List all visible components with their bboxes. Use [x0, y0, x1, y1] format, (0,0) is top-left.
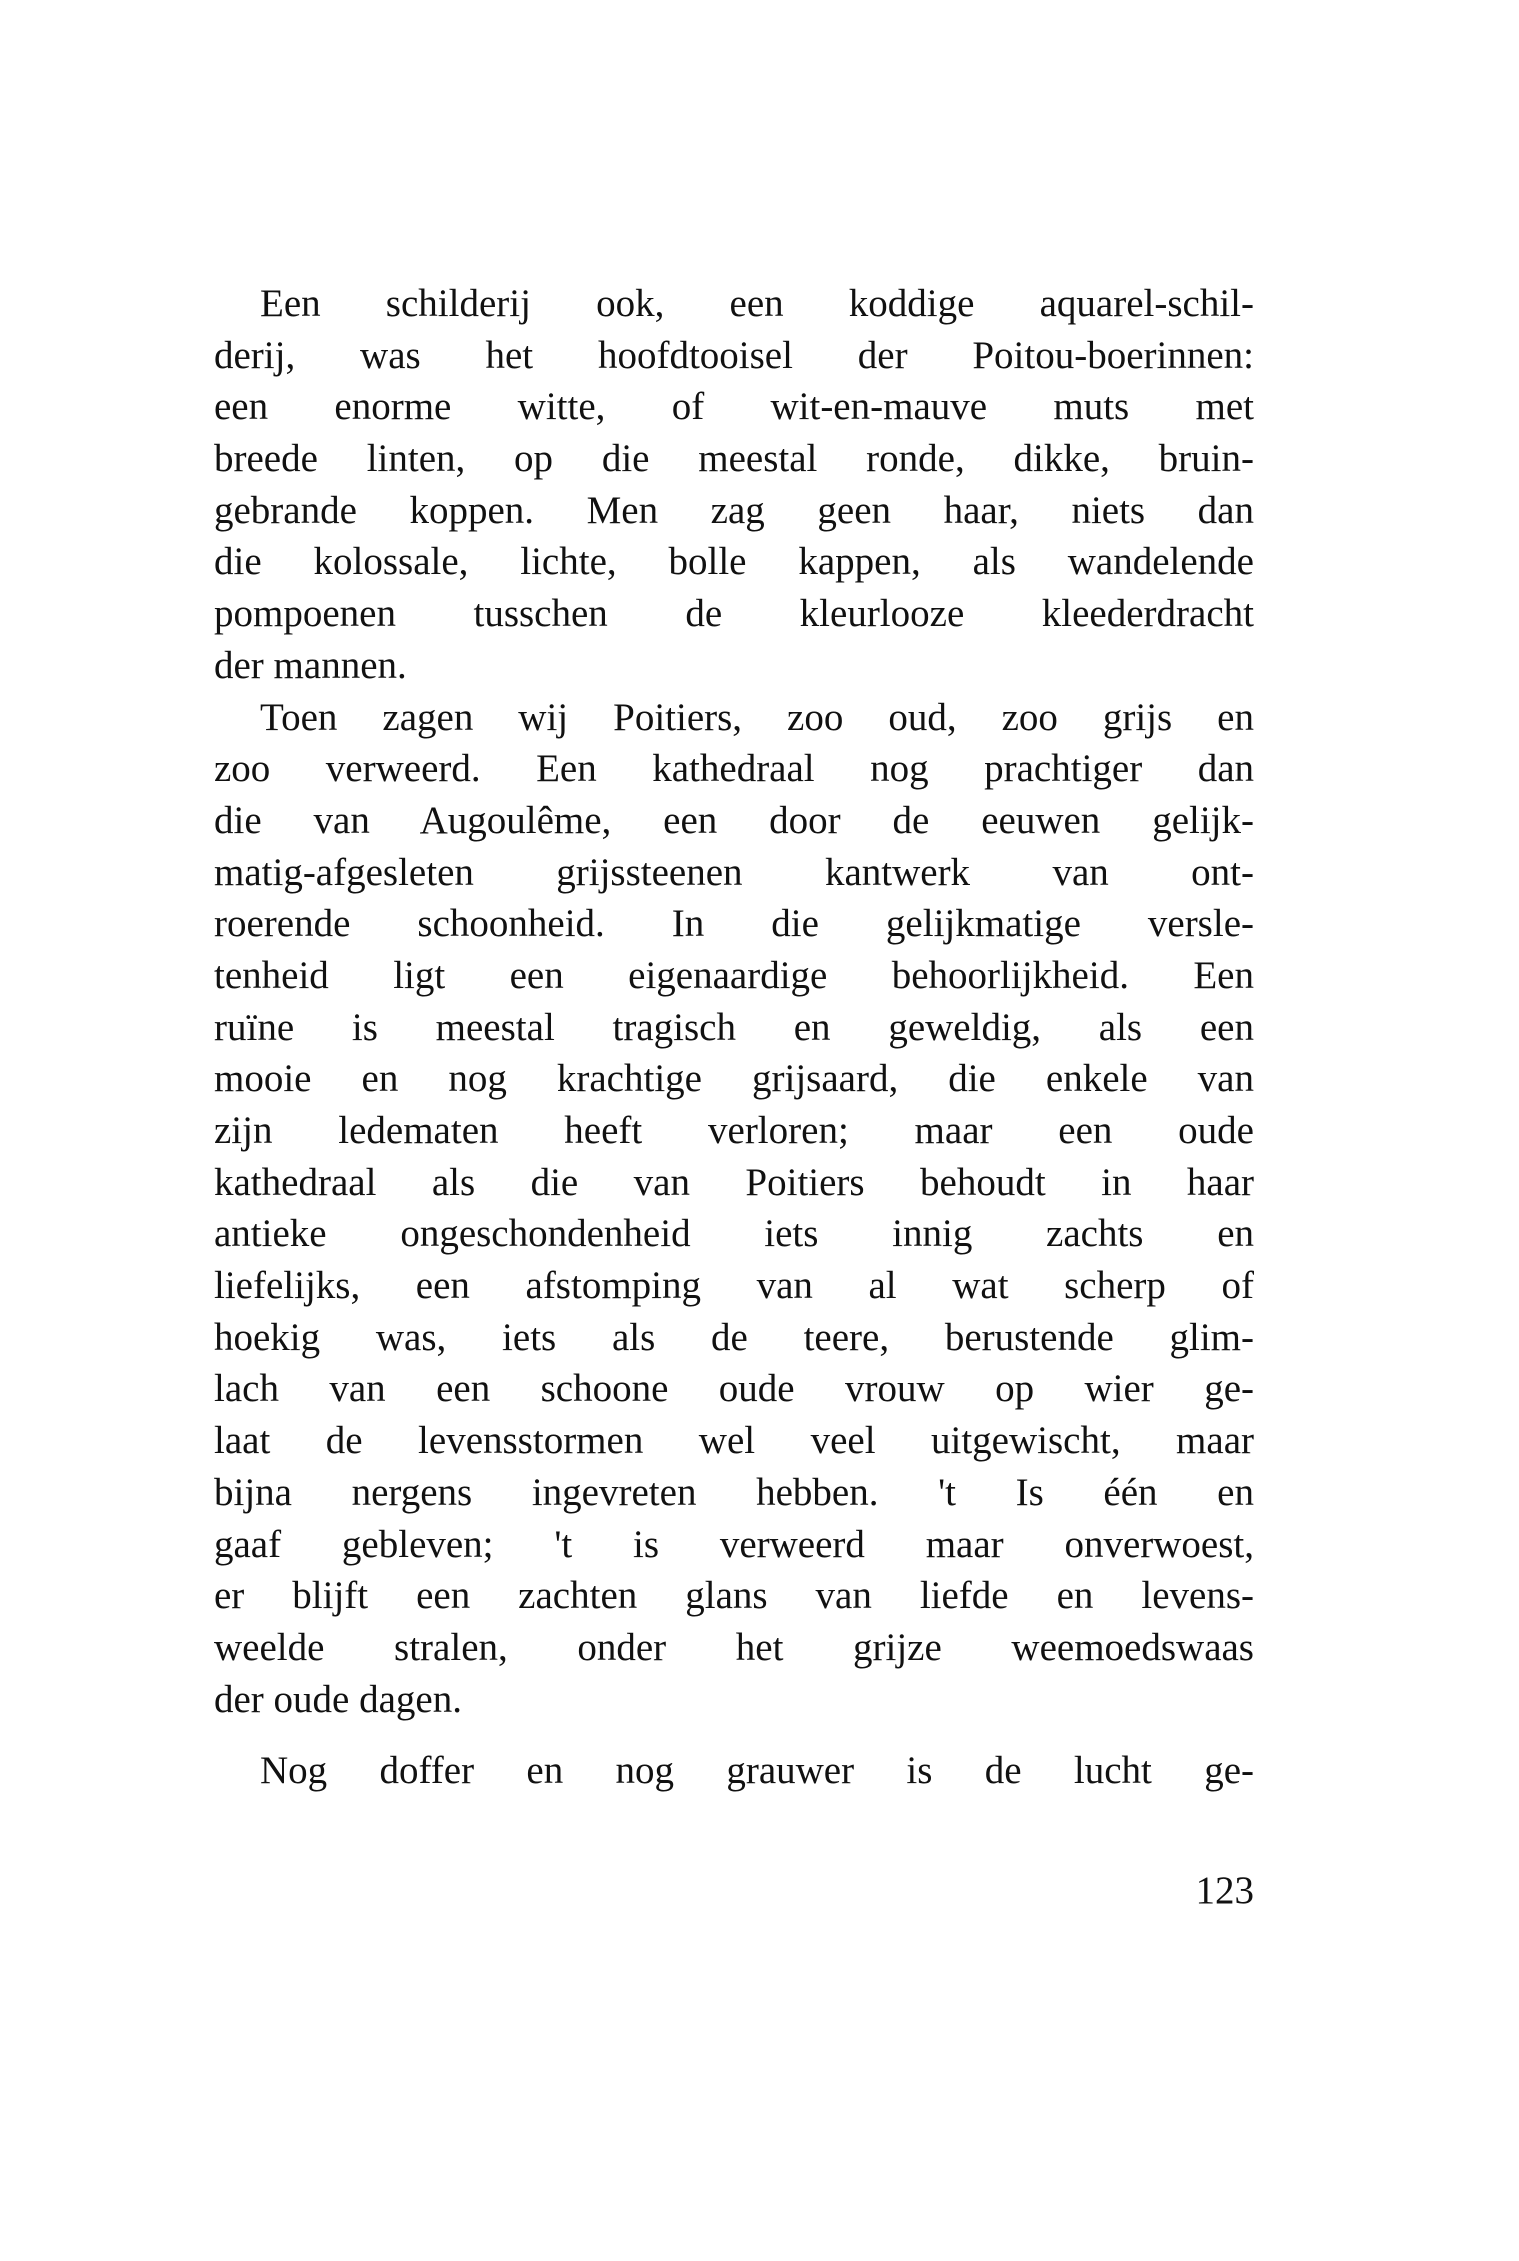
text-line: Nog doffer en nog grauwer is de lucht ge- [260, 1749, 1254, 1793]
text-line: gebrande koppen. Men zag geen haar, niets dan [214, 488, 1254, 532]
paragraph [214, 1745, 1254, 1797]
text-line: een enorme witte, of wit-en-mauve muts met [214, 385, 1254, 429]
text-line: liefelijks, een afstomping van al wat scherp of [214, 1264, 1254, 1308]
text-line: tenheid ligt een eigenaardige behoorlijkheid. Een [214, 953, 1254, 997]
text-line: weelde stralen, onder het grijze weemoedswaas [214, 1625, 1254, 1669]
text-line: lach van een schoone oude vrouw op wier ge- [214, 1367, 1254, 1411]
text-line: kathedraal als die van Poitiers behoudt in haar [214, 1160, 1254, 1204]
paragraph-gap [214, 1725, 1254, 1745]
text-line: er blijft een zachten glans van liefde en levens- [214, 1574, 1254, 1618]
text-line: Toen zagen wij Poitiers, zoo oud, zoo grijs en [260, 695, 1254, 739]
text-line: gaaf gebleven; 't is verweerd maar onverwoest, [214, 1522, 1254, 1566]
text-line: derij, was het hoofdtooisel der Poitou-boerinnen: [214, 333, 1254, 377]
text-line: roerende schoonheid. In die gelijkmatige versle- [214, 902, 1254, 946]
text-line: zoo verweerd. Een kathedraal nog prachtiger dan [214, 747, 1254, 791]
text-line: der oude dagen. [214, 1677, 462, 1721]
page-number: 123 [1195, 1869, 1254, 1912]
text-line: matig-afgesleten grijssteenen kantwerk van ont- [214, 850, 1254, 894]
book-page-text [214, 278, 1254, 1797]
text-line: der mannen. [214, 643, 407, 687]
text-line: die kolossale, lichte, bolle kappen, als wandelende [214, 540, 1254, 584]
text-line: antieke ongeschondenheid iets innig zachts en [214, 1212, 1254, 1256]
paragraph [214, 692, 1254, 1726]
text-line: bijna nergens ingevreten hebben. 't Is één en [214, 1470, 1254, 1514]
text-line: die van Augoulême, een door de eeuwen gelijk- [214, 798, 1254, 842]
text-line: Een schilderij ook, een koddige aquarel-schil- [260, 282, 1254, 325]
text-line: laat de levensstormen wel veel uitgewischt, maar [214, 1419, 1254, 1463]
text-line: zijn ledematen heeft verloren; maar een oude [214, 1109, 1254, 1152]
text-line: hoekig was, iets als de teere, berustende glim- [214, 1315, 1254, 1359]
text-line: mooie en nog krachtige grijsaard, die enkele van [214, 1057, 1254, 1101]
text-line: pompoenen tusschen de kleurlooze kleederdracht [214, 592, 1254, 636]
paragraph [214, 278, 1254, 692]
text-line: ruïne is meestal tragisch en geweldig, als een [214, 1005, 1254, 1049]
text-line: breede linten, op die meestal ronde, dikke, bruin- [214, 437, 1254, 481]
